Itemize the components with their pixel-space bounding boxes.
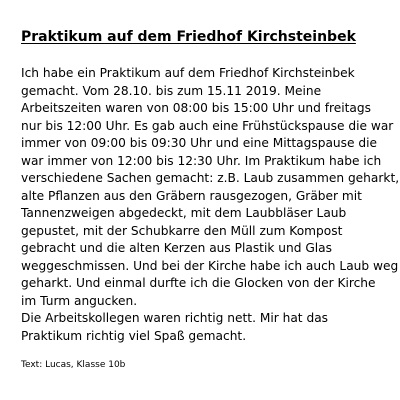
text-line: verschiedene Sachen gemacht: z.B. Laub zusammen geharkt,	[21, 171, 400, 185]
text-line: weggeschmissen. Und bei der Kirche habe ich auch Laub weg	[21, 258, 399, 273]
text-line: Praktikum richtig viel Spaß gemacht.	[21, 328, 247, 343]
text-line: Arbeitszeiten waren von 08:00 bis 15:00 Uhr und freitags	[21, 101, 371, 115]
text-line: immer von 09:00 bis 09:30 Uhr und eine Mittagspause die	[21, 136, 377, 150]
text-line: geharkt. Und einmal durfte ich die Glocken von der Kirche	[21, 276, 376, 290]
article-body	[21, 65, 400, 345]
author-credit: Text: Lucas, Klasse 10b	[21, 360, 126, 370]
text-line: gemacht. Vom 28.10. bis zum 15.11 2019. Meine	[21, 83, 322, 98]
text-line: Ich habe ein Praktikum auf dem Friedhof Kirchsteinbek	[21, 66, 355, 80]
text-line: gepustet, mit der Schubkarre den Müll zum Kompost	[21, 223, 343, 238]
text-line: Die Arbeitskollegen waren richtig nett. Mir hat das	[21, 311, 329, 325]
text-line: alte Pflanzen aus den Gräbern rausgezogen, Gräber mit	[21, 188, 362, 203]
text-line: Tannenzweigen abgedeckt, mit dem Laubbläser Laub	[21, 206, 347, 220]
document-title: Praktikum auf dem Friedhof Kirchsteinbek	[21, 29, 356, 45]
text-line: gebracht und die alten Kerzen aus Plastik und Glas	[21, 241, 332, 255]
text-line: nur bis 12:00 Uhr. Es gab auch eine Frühstückspause die war	[21, 118, 394, 133]
text-line: im Turm angucken.	[21, 293, 138, 308]
text-line: war immer von 12:00 bis 12:30 Uhr. Im Praktikum habe ich	[21, 153, 382, 168]
